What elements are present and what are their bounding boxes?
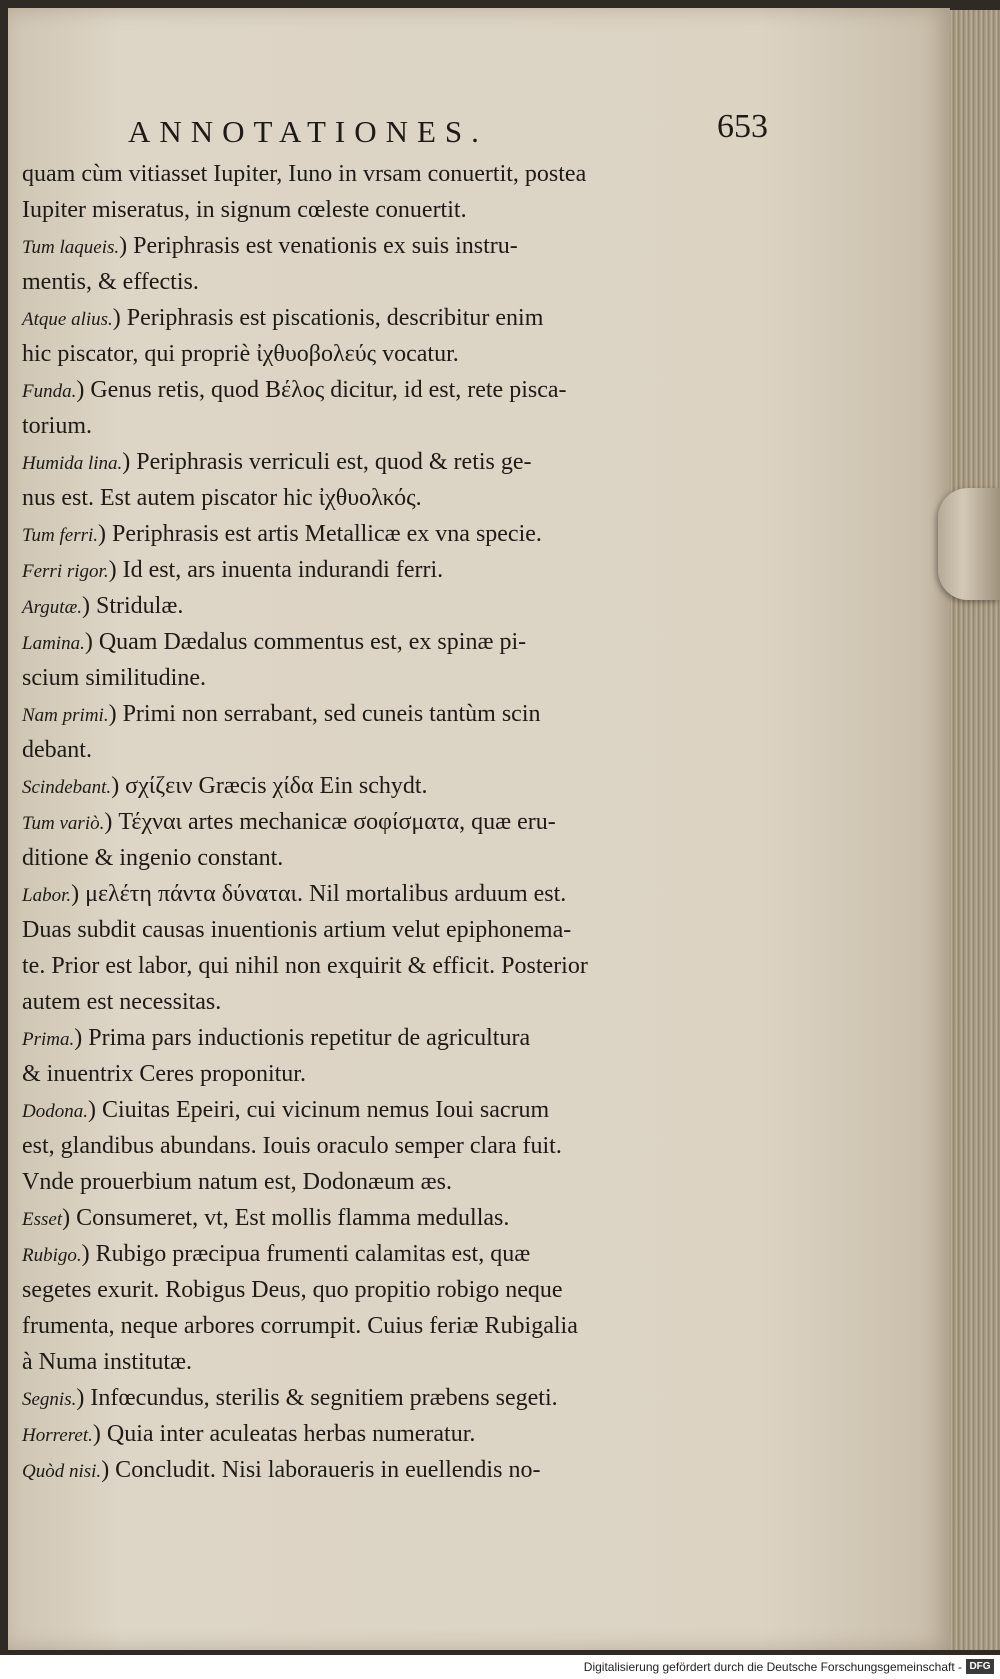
text-line (22, 1452, 762, 1488)
line-text: est, glandibus abundans. Iouis oraculo semper clara fuit. (22, 1133, 562, 1159)
lemma: Rubigo. (22, 1245, 82, 1266)
text-line (22, 516, 762, 552)
text-line (22, 948, 762, 984)
lemma: Atque alius. (22, 309, 113, 330)
lemma: Nam primi. (22, 705, 109, 726)
text-line (22, 1164, 762, 1200)
text-line (22, 1200, 762, 1236)
line-text: ditione & ingenio constant. (22, 845, 284, 871)
line-text: ) Genus retis, quod Βέλος dicitur, id est, rete pisca- (76, 377, 567, 403)
line-text: autem est necessitas. (22, 989, 222, 1015)
text-line (22, 228, 762, 264)
line-text: ) Τέχναι artes mechanicæ σοφίσματα, quæ eru- (104, 809, 556, 835)
lemma: Labor. (22, 885, 72, 906)
text-line (22, 480, 762, 516)
text-line (22, 660, 762, 696)
page-header (128, 108, 768, 154)
line-text: ) Infœcundus, sterilis & segnitiem præbens segeti. (76, 1385, 558, 1411)
lemma: Tum ferri. (22, 525, 99, 546)
page-number: 653 (717, 108, 768, 145)
line-text: ) Periphrasis est venationis ex suis instru- (119, 233, 518, 259)
line-text: ) Id est, ars inuenta indurandi ferri. (108, 557, 444, 583)
text-line (22, 804, 762, 840)
text-line (22, 984, 762, 1020)
lemma: Scindebant. (22, 777, 112, 798)
line-text: ) Consumeret, vt, Est mollis flamma medullas. (62, 1205, 510, 1231)
text-line (22, 912, 762, 948)
text-line (22, 1308, 762, 1344)
line-text: ) Concludit. Nisi laboraueris in euellendis no- (101, 1457, 541, 1483)
text-line (22, 624, 762, 660)
lemma: Lamina. (22, 633, 85, 654)
running-title: ANNOTATIONES. (128, 114, 488, 149)
book-fore-edge (950, 10, 1000, 1650)
lemma: Quòd nisi. (22, 1461, 102, 1482)
line-text: ) Stridulæ. (82, 593, 184, 619)
lemma: Argutæ. (22, 597, 82, 618)
text-line (22, 408, 762, 444)
line-text: à Numa institutæ. (22, 1349, 192, 1375)
text-line (22, 1056, 762, 1092)
line-text: frumenta, neque arbores corrumpit. Cuius feriæ Rubigalia (22, 1313, 578, 1339)
text-line (22, 1272, 762, 1308)
lemma: Ferri rigor. (22, 561, 109, 582)
text-line (22, 696, 762, 732)
lemma: Esset (22, 1209, 63, 1230)
line-text: ) Rubigo præcipua frumenti calamitas est, quæ (81, 1241, 531, 1267)
text-line (22, 732, 762, 768)
line-text: & inuentrix Ceres proponitur. (22, 1061, 306, 1087)
lemma: Prima. (22, 1029, 75, 1050)
text-line (22, 336, 762, 372)
line-text: te. Prior est labor, qui nihil non exquirit & efficit. Posterior (22, 953, 588, 979)
line-text: ) Periphrasis verriculi est, quod & retis ge- (122, 449, 532, 475)
line-text: ) Quam Dædalus commentus est, ex spinæ pi- (84, 629, 527, 655)
line-text: ) Periphrasis est artis Metallicæ ex vna specie. (98, 521, 542, 547)
text-line (22, 1092, 762, 1128)
line-text: ) σχίζειν Græcis χίδα Ein schydt. (111, 773, 428, 799)
line-text: nus est. Est autem piscator hic ἰχθυολκός. (22, 485, 422, 511)
text-line (22, 1128, 762, 1164)
lemma: Funda. (22, 381, 77, 402)
book-page (8, 8, 950, 1650)
text-line (22, 588, 762, 624)
line-text: Vnde prouerbium natum est, Dodonæum æs. (22, 1169, 452, 1195)
dfg-logo-icon: DFG (966, 1659, 994, 1674)
text-line (22, 552, 762, 588)
line-text: debant. (22, 737, 92, 763)
text-line (22, 840, 762, 876)
text-line (22, 1344, 762, 1380)
text-line (22, 1020, 762, 1056)
line-text: ) Quia inter aculeatas herbas numeratur. (92, 1421, 476, 1447)
text-line (22, 1380, 762, 1416)
line-text: segetes exurit. Robigus Deus, quo propitio robigo neque (22, 1277, 563, 1303)
line-text: ) Ciuitas Epeiri, cui vicinum nemus Ioui sacrum (87, 1097, 550, 1123)
line-text: Duas subdit causas inuentionis artium velut epiphonema- (22, 917, 572, 943)
line-text: hic piscator, qui propriè ἰχθυοβολεύς vocatur. (22, 341, 459, 367)
line-text: ) μελέτη πάντα δύναται. Nil mortalibus arduum est. (71, 881, 567, 907)
text-line (22, 444, 762, 480)
line-text: ) Periphrasis est piscationis, describitur enim (112, 305, 544, 331)
footer-bar (0, 1655, 1000, 1679)
funding-credit: Digitalisierung gefördert durch die Deutsche Forschungsgemeinschaft - (583, 1660, 962, 1674)
lemma: Horreret. (22, 1425, 93, 1446)
line-text: torium. (22, 413, 92, 439)
text-line (22, 264, 762, 300)
text-line (22, 876, 762, 912)
text-line (22, 300, 762, 336)
text-line (22, 768, 762, 804)
text-line (22, 1236, 762, 1272)
lemma: Tum laqueis. (22, 237, 120, 258)
lemma: Segnis. (22, 1389, 77, 1410)
line-text: Iupiter miseratus, in signum cœleste conuertit. (22, 197, 467, 223)
line-text: ) Primi non serrabant, sed cuneis tantùm scin (108, 701, 541, 727)
line-text: mentis, & effectis. (22, 269, 199, 295)
text-line (22, 156, 762, 192)
lemma: Humida lina. (22, 453, 123, 474)
line-text: ) Prima pars inductionis repetitur de agricultura (74, 1025, 531, 1051)
book-clasp (938, 488, 1000, 600)
line-text: quam cùm vitiasset Iupiter, Iuno in vrsam conuertit, postea (22, 161, 587, 187)
line-text: scium similitudine. (22, 665, 206, 691)
text-line (22, 1416, 762, 1452)
lemma: Tum variò. (22, 813, 105, 834)
text-line (22, 372, 762, 408)
text-line (22, 192, 762, 228)
lemma: Dodona. (22, 1101, 88, 1122)
annotation-text (22, 156, 762, 1488)
